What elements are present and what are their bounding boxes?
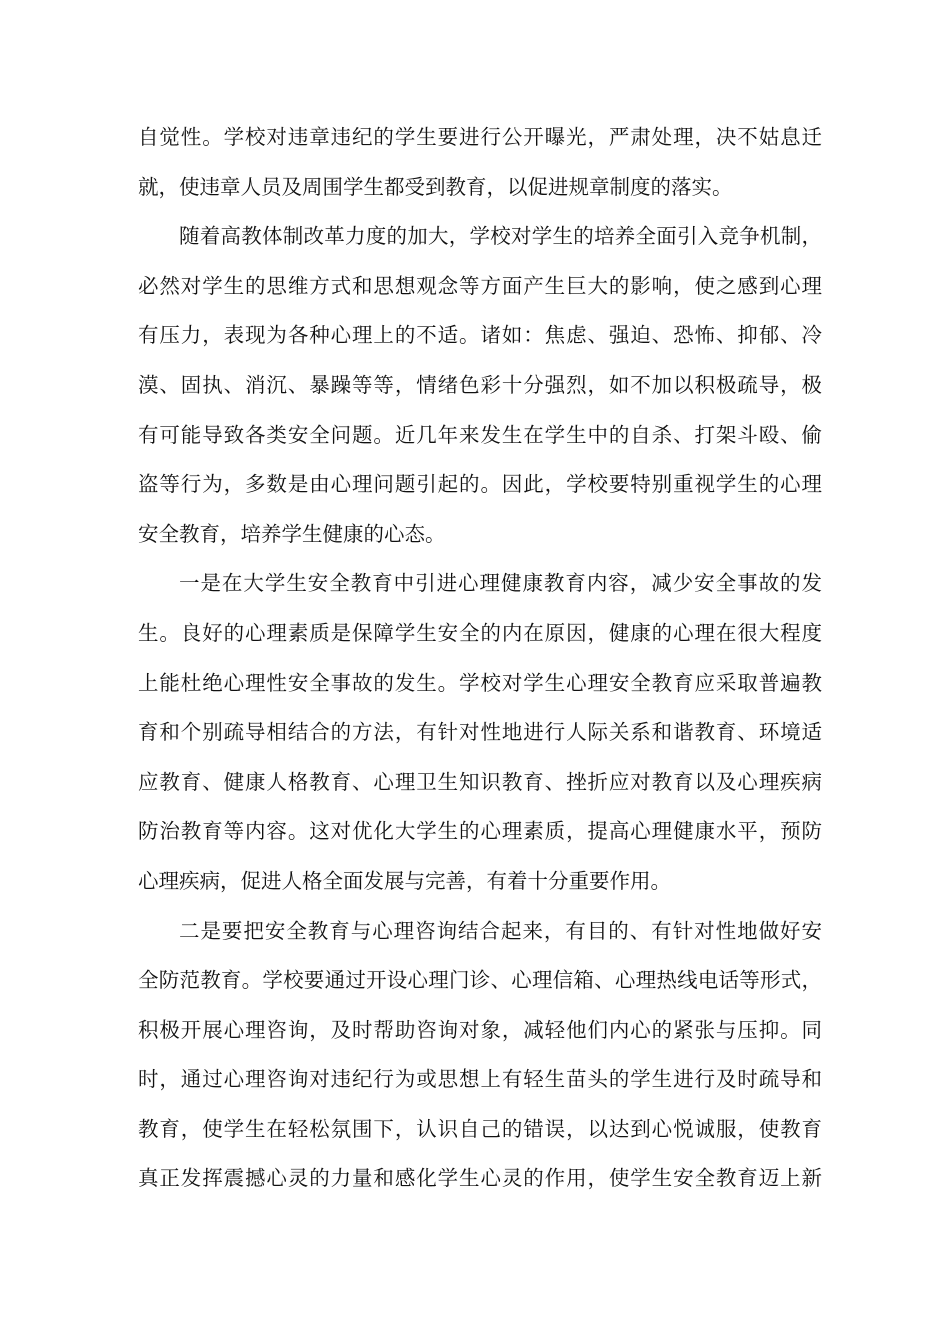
- text-line: 时，通过心理咨询对违纪行为或思想上有轻生苗头的学生进行及时疏导和: [138, 1067, 822, 1092]
- paragraph-start-line: 随着高教体制改革力度的加大，学校对学生的培养全面引入竞争机制，: [179, 224, 822, 249]
- text-line: 全防范教育。学校要通过开设心理门诊、心理信箱、心理热线电话等形式，: [138, 968, 822, 993]
- text-line: 有可能导致各类安全问题。近几年来发生在学生中的自杀、打架斗殴、偷: [138, 422, 822, 447]
- text-line: 自觉性。学校对违章违纪的学生要进行公开曝光，严肃处理，决不姑息迁: [138, 125, 822, 149]
- text-line: 育和个别疏导相结合的方法，有针对性地进行人际关系和谐教育、环境适: [138, 720, 822, 745]
- text-line: 生。良好的心理素质是保障学生安全的内在原因，健康的心理在很大程度: [138, 620, 822, 645]
- text-line: 心理疾病，促进人格全面发展与完善，有着十分重要作用。: [138, 868, 671, 893]
- text-line: 必然对学生的思维方式和思想观念等方面产生巨大的影响，使之感到心理: [138, 273, 822, 298]
- body-text: [138, 113, 822, 1204]
- text-line: 真正发挥震撼心灵的力量和感化学生心灵的作用，使学生安全教育迈上新: [138, 1166, 822, 1191]
- text-line: 积极开展心理咨询，及时帮助咨询对象，减轻他们内心的紧张与压抑。同: [138, 1017, 822, 1042]
- text-line: 漠、固执、消沉、暴躁等等，情绪色彩十分强烈，如不加以积极疏导，极: [138, 372, 822, 397]
- text-line: 防治教育等内容。这对优化大学生的心理素质，提高心理健康水平，预防: [138, 819, 822, 844]
- paragraph-start-line: 二是要把安全教育与心理咨询结合起来，有目的、有针对性地做好安: [179, 918, 822, 943]
- text-line: 盗等行为，多数是由心理问题引起的。因此，学校要特别重视学生的心理: [138, 472, 822, 497]
- text-line: 应教育、健康人格教育、心理卫生知识教育、挫折应对教育以及心理疾病: [138, 769, 822, 794]
- paragraph-start-line: 一是在大学生安全教育中引进心理健康教育内容，减少安全事故的发: [179, 571, 822, 596]
- text-line: 安全教育，培养学生健康的心态。: [138, 521, 446, 546]
- text-line: 有压力，表现为各种心理上的不适。诸如：焦虑、强迫、恐怖、抑郁、冷: [138, 323, 822, 348]
- text-line: 就，使违章人员及周围学生都受到教育，以促进规章制度的落实。: [138, 174, 733, 199]
- text-line: 教育，使学生在轻松氛围下，认识自己的错误，以达到心悦诚服，使教育: [138, 1116, 822, 1141]
- text-line: 上能杜绝心理性安全事故的发生。学校对学生心理安全教育应采取普遍教: [138, 670, 822, 695]
